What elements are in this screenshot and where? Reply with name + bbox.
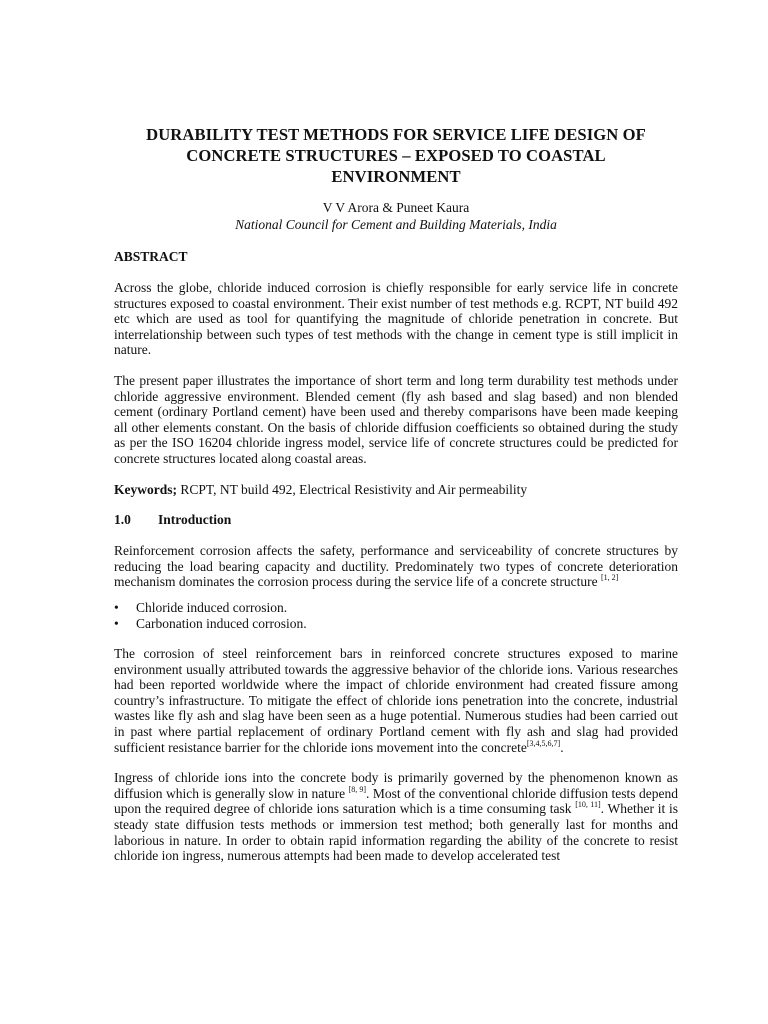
intro-paragraph-1 [114, 543, 678, 590]
list-item [114, 600, 678, 616]
intro-paragraph-1-text: Reinforcement corrosion affects the safety, performance and serviceability of concrete structures by reducing the load bearing capacity and ductility. Predominately two types of concrete deterioration mechanism dominates the corrosion process during the service life of a concrete structure [114, 543, 678, 590]
section-number: 1.0 [114, 512, 131, 528]
bullet-icon: • [114, 599, 119, 615]
keywords-line [114, 482, 678, 498]
abstract-paragraph-2: The present paper illustrates the importance of short term and long term durability test methods under chloride aggressive environment. Blended cement (fly ash based and slag based) and non blended cement (ordinary Portland cement) have been used and thereby comparisons have been made keeping all other elements constant. On the basis of chloride diffusion coefficients so obtained during the study as per the ISO 16204 chloride ingress model, service life of concrete structures could be predicted for concrete structures located along coastal areas. [114, 372, 678, 466]
keywords-label: Keywords; [114, 481, 177, 497]
keywords-text: RCPT, NT build 492, Electrical Resistivity and Air permeability [177, 481, 528, 497]
abstract-heading: ABSTRACT [114, 249, 188, 264]
title-line-2: CONCRETE STRUCTURES – EXPOSED TO COASTAL [186, 146, 606, 165]
abstract-paragraph-1: Across the globe, chloride induced corrosion is chiefly responsible for early service life in concrete structures exposed to coastal environment. Their exist number of test methods e.g. RCPT, NT build 492 etc which are used as tool for quantifying the magnitude of chloride penetration in concrete. But interrelationship between such types of test methods with the change in cement type is still implicit in nature. [114, 280, 678, 358]
paragraph-end: . [560, 739, 564, 755]
title-line-1: DURABILITY TEST METHODS FOR SERVICE LIFE DESIGN OF [146, 125, 646, 144]
list-item-text: Carbonation induced corrosion. [136, 615, 307, 631]
intro-paragraph-2 [114, 646, 678, 755]
citation: [8, 9] [348, 784, 367, 794]
section-heading [114, 511, 678, 528]
intro-paragraph-3 [114, 770, 678, 864]
affiliation: National Council for Cement and Building Materials, India [235, 217, 557, 232]
title-line-3: ENVIRONMENT [331, 167, 461, 186]
intro-paragraph-2-text: The corrosion of steel reinforcement bars in reinforced concrete structures exposed to marine environment usually attributed towards the aggressive behavior of the chloride ions. Various researches had been reported worldwide where the impact of chloride environment had created fissure among country’s infrastructure. To mitigate the effect of chloride ions penetration into the concrete, industrial wastes like fly ash and slag have been seen as a huge potential. Numerous studies had been carried out in past where partial replacement of ordinary Portland cement with fly ash and slag had provided sufficient resistance barrier for the chloride ions movement into the concrete [114, 646, 678, 755]
citation: [1, 2] [600, 573, 619, 583]
bullet-icon: • [114, 615, 119, 631]
list-item [114, 616, 678, 632]
paper-title [114, 124, 678, 187]
intro-paragraph-3-text-a: Ingress of chloride ions into the concrete body is primarily governed by the phenomenon known as diffusion which is generally slow in nature [114, 770, 678, 801]
intro-paragraph-3-text-c: . Whether it is steady state diffusion tests methods or immersion test method; both generally last for months and laborious in nature. In order to obtain rapid information regarding the ability of the concrete to resist chloride ion ingress, numerous attempts had been made to develop accelerated test [114, 801, 679, 864]
bullet-list [114, 600, 678, 631]
paper-body [114, 124, 678, 864]
intro-paragraph-3-text-b: . Most of the conventional chloride diffusion tests depend upon the required degree of chloride ions saturation which is a time consuming task [114, 785, 678, 817]
citation: [3,4,5,6,7] [526, 738, 561, 748]
section-title: Introduction [158, 512, 232, 528]
authors: V V Arora & Puneet Kaura [322, 200, 470, 215]
citation: [10, 11] [575, 800, 601, 810]
list-item-text: Chloride induced corrosion. [136, 599, 288, 615]
